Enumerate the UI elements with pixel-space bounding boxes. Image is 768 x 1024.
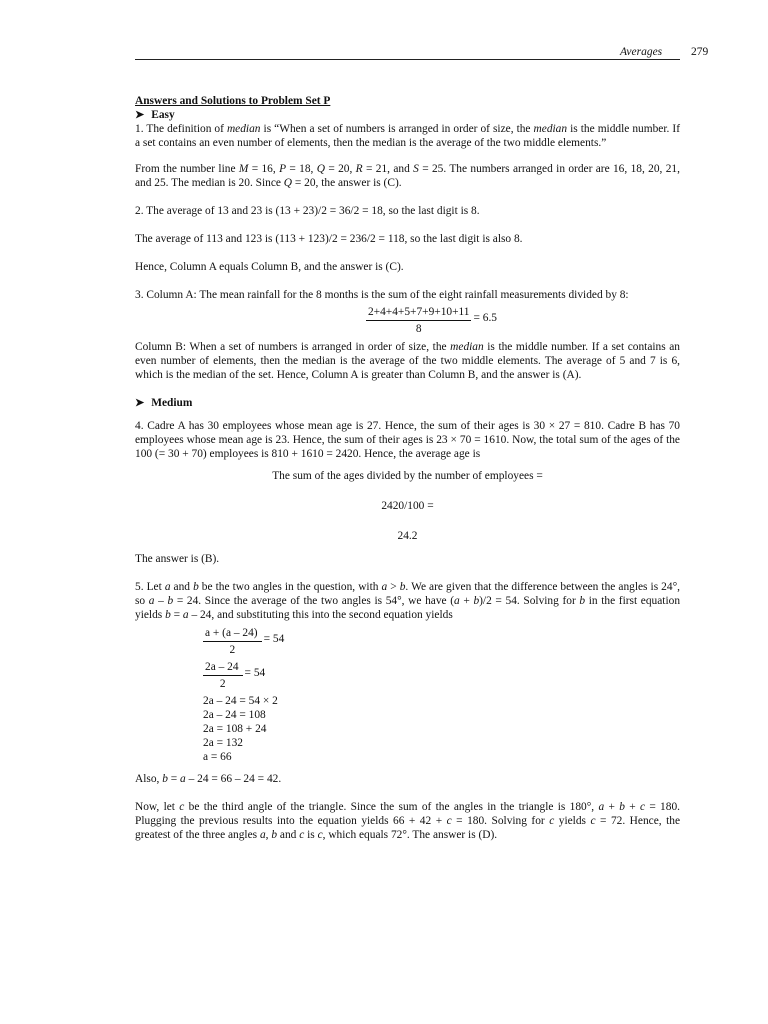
- solution-3-column-a: 3. Column A: The mean rainfall for the 8 months is the sum of the eight rainfall measurements divided by 8:: [135, 289, 629, 301]
- equation-step-2: $\frac{2a - 24}{2}$ = 54: [205, 661, 266, 690]
- section-heading: Answers and Solutions to Problem Set P: [135, 95, 331, 107]
- difficulty-medium: [135, 396, 680, 410]
- solution-1-numberline: From the number line M = 16, P = 18, Q = 20, R = 21, and S = 25. The numbers arranged in order are 16, 18, 20, 21, and 25. The median is 20. Since Q = 20, the answer is (C).: [135, 163, 680, 189]
- fraction-denominator: 8: [415, 323, 422, 335]
- solution-5-b-value: Also, b = a – 24 = 66 – 24 = 42.: [135, 773, 282, 785]
- equation-step-7: a = 66: [203, 751, 232, 763]
- solution-4-text: 4. Cadre A has 30 employees whose mean age is 27. Hence, the sum of their ages is 30 × 27 = 810. Cadre B has 70 employees whose mean age is 23. Hence, the sum of their ages is 23 × 70 = 1610. Now, the total sum of the ages of the 100 (= 30 + 70) employees is 810 + 1610 = 2420. Hence, the average age is: [135, 420, 680, 460]
- equation-derivation: [203, 626, 680, 764]
- equation-step-6: 2a = 132: [203, 737, 243, 749]
- solution-4-line-2: 2420/100 =: [381, 500, 434, 512]
- easy-label: Easy: [151, 109, 175, 121]
- equation-result: = 6.5: [473, 311, 497, 324]
- header-rule: [135, 59, 680, 60]
- solution-5-text: 5. Let a and b be the two angles in the question, with a > b. We are given that the difference between the angles is 24°, so a – b = 24. Since the average of the two angles is 54°, we have (a + b)/2 = 54. Solving for b in the first equation yields b = a – 24, and substituting this into the second equation yields: [135, 581, 681, 621]
- solution-2-conclusion: Hence, Column A equals Column B, and the answer is (C).: [135, 261, 404, 273]
- solution-2-line-2: The average of 113 and 123 is (113 + 123)/2 = 236/2 = 118, so the last digit is also 8.: [135, 233, 523, 245]
- page-number: 279: [691, 46, 709, 58]
- equation-step-3: 2a – 24 = 54 × 2: [203, 695, 278, 707]
- solution-2-line-1: 2. The average of 13 and 23 is (13 + 23)/2 = 36/2 = 18, so the last digit is 8.: [135, 205, 480, 217]
- fraction-numerator: 2+4+4+5+7+9+10+11: [366, 305, 472, 321]
- document-body: [135, 94, 680, 842]
- equation-step-1: $\frac{a + (a - 24)}{2}$ = 54: [205, 627, 285, 656]
- solution-4-line-3: 24.2: [397, 530, 418, 542]
- fraction: [366, 305, 472, 336]
- solution-1-definition: 1. The definition of median is “When a set of numbers is arranged in order of size, the median is the middle number. If a set contains an even number of elements, then the median is the average of the two middle elements.”: [135, 123, 680, 149]
- solution-4-line-1: The sum of the ages divided by the number of employees =: [272, 470, 543, 482]
- equation-step-4: 2a – 24 = 108: [203, 709, 266, 721]
- equation-step-5: 2a = 108 + 24: [203, 723, 267, 735]
- solution-4-answer: The answer is (B).: [135, 553, 220, 565]
- solution-3-column-b: Column B: When a set of numbers is arranged in order of size, the median is the middle number. If a set contains an even number of elements, then the median is the average of the two middle elements. The average of 5 and 7 is 6, which is the median of the set. Hence, Column A is greater than Column B, and the answer is (A).: [135, 341, 680, 381]
- mean-rainfall-equation: [183, 305, 680, 336]
- solution-5-conclusion: Now, let c be the third angle of the triangle. Since the sum of the angles in the triangle is 180°, a + b + c = 180. Plugging the previous results into the equation yields 66 + 42 + c = 180. Solving for c yields c = 72. Hence, the greatest of the three angles a, b and c is c, which equals 72°. The answer is (D).: [135, 801, 681, 841]
- arrowhead-icon: ➤: [135, 109, 145, 121]
- medium-label: Medium: [151, 397, 193, 409]
- difficulty-easy: [135, 108, 680, 122]
- running-header-title: Averages: [620, 46, 663, 58]
- arrowhead-icon: ➤: [135, 397, 145, 409]
